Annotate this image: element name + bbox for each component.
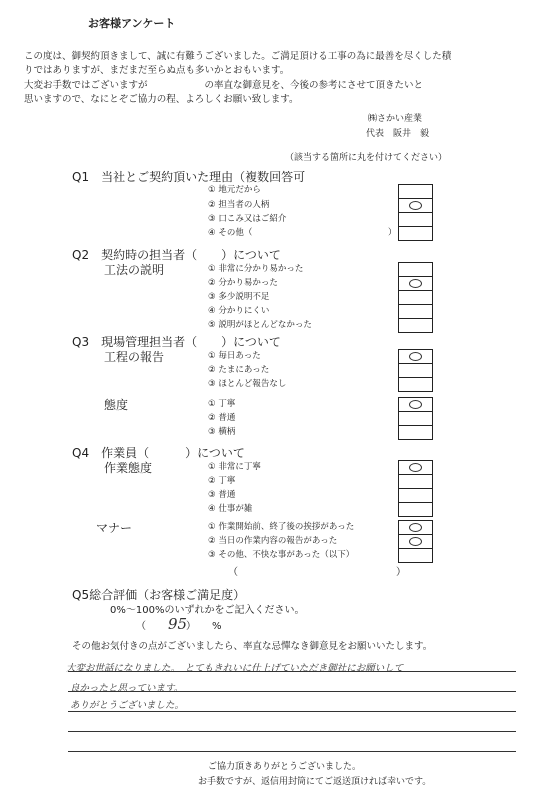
- q2-answer-box[interactable]: [398, 262, 433, 333]
- q3-attitude-option: ① 丁寧: [208, 399, 236, 409]
- q1-option: ① 地元だから: [208, 185, 261, 195]
- intro-line: 大変お手数ではございますが の率直な御意見を、今後の参考にさせて頂きたいと: [24, 80, 424, 91]
- q4-paren-open: （: [228, 567, 238, 578]
- q3-attitude-label: 態度: [104, 398, 129, 412]
- q3-option: ② たまにあった: [208, 365, 270, 375]
- q5-label: Q5総合評価（お客様ご満足度）: [72, 588, 246, 602]
- q2-option: ④ 分かりにくい: [208, 306, 270, 316]
- page-title: お客様アンケート: [88, 17, 176, 30]
- comment-line: 大変お世話になりました。 とてもきれいに仕上げていただき御社にお願いして: [66, 663, 404, 674]
- q2-label: Q2 契約時の担当者（ ）について: [72, 248, 281, 262]
- q1-label: Q1 当社とご契約頂いた理由（複数回答可: [72, 170, 306, 184]
- q5-unit: %: [212, 621, 222, 632]
- q3-option: ① 毎日あった: [208, 351, 261, 361]
- q2-option: ③ 多少説明不足: [208, 292, 270, 302]
- q2-option: ② 分かり易かった: [208, 278, 278, 288]
- comments-prompt: その他お気付きの点がございましたら、率直な忌憚なき御意見をお願いいたします。: [72, 641, 433, 652]
- comment-line: ありがとうございました。: [70, 700, 185, 711]
- comment-line: 良かったと思っています。: [70, 683, 184, 694]
- q4-answer-box[interactable]: [398, 460, 433, 517]
- q3-attitude-option: ③ 横柄: [208, 427, 236, 437]
- company-name: ㈱さかい産業: [368, 114, 423, 124]
- q3-option: ③ ほとんど報告なし: [208, 379, 287, 389]
- q4-option: ① 非常に丁寧: [208, 462, 261, 472]
- q1-option: ③ 口こみ又はご紹介: [208, 214, 287, 224]
- q1-option: ④ その他（: [208, 228, 253, 238]
- q1-close-paren: ）: [388, 228, 397, 238]
- intro-line: この度は、御契約頂きまして、誠に有難うございました。ご満足頂ける工事の為に最善を尽くした積: [24, 51, 452, 62]
- selection-circle: [409, 463, 422, 472]
- intro-line: りではありますが、まだまだ至らぬ点も多いかとおもいます。: [24, 65, 290, 76]
- q4-label: Q4 作業員（ ）について: [72, 446, 245, 460]
- selection-circle: [409, 352, 422, 361]
- q4-option: ② 丁寧: [208, 476, 236, 486]
- representative-name: 代表 阪井 毅: [366, 129, 430, 139]
- selection-circle: [409, 400, 422, 409]
- intro-line: 思いますので、なにとぞご協力の程、よろしくお願い致します。: [24, 94, 299, 105]
- q4-paren-close: ）: [396, 567, 406, 578]
- selection-circle: [409, 279, 422, 288]
- q5-sub-label: 0%～100%のいずれかをご記入ください。: [110, 605, 305, 616]
- q5-paren-close: ）: [186, 621, 196, 632]
- footer-line: お手数ですが、返信用封筒にてご返送頂ければ幸いです。: [198, 777, 432, 787]
- q5-value[interactable]: 95: [168, 615, 188, 633]
- q4-manner-answer-box[interactable]: [398, 520, 433, 563]
- q4-manner-option: ① 作業開始前、終了後の挨拶があった: [208, 522, 355, 532]
- q4-sub-label: 作業態度: [104, 461, 153, 475]
- selection-circle: [409, 201, 422, 210]
- q3-answer-box[interactable]: [398, 349, 433, 392]
- selection-circle: [409, 523, 422, 532]
- q3-attitude-option: ② 普通: [208, 413, 236, 423]
- q4-manner-option: ② 当日の作業内容の報告があった: [208, 536, 338, 546]
- instruction-text: （該当する箇所に丸を付けてください）: [285, 153, 448, 163]
- q2-option: ⑤ 説明がほとんどなかった: [208, 320, 312, 330]
- q3-label: Q3 現場管理担当者（ ）について: [72, 335, 281, 349]
- q1-option: ② 担当者の人柄: [208, 200, 270, 210]
- q1-answer-box[interactable]: [398, 184, 433, 241]
- q4-option: ④ 仕事が雑: [208, 504, 253, 514]
- q3-sub-label: 工程の報告: [104, 350, 165, 364]
- q4-option: ③ 普通: [208, 490, 236, 500]
- footer-line: ご協力頂きありがとうございました。: [208, 762, 362, 772]
- q2-option: ① 非常に分かり易かった: [208, 264, 304, 274]
- q4-manner-option: ③ その他、不快な事があった（以下）: [208, 550, 355, 560]
- q5-paren-open: （: [136, 621, 146, 632]
- q2-sub-label: 工法の説明: [104, 263, 165, 277]
- selection-circle: [409, 537, 422, 546]
- q3-attitude-answer-box[interactable]: [398, 397, 433, 440]
- q4-manner-label: マナー: [96, 521, 133, 535]
